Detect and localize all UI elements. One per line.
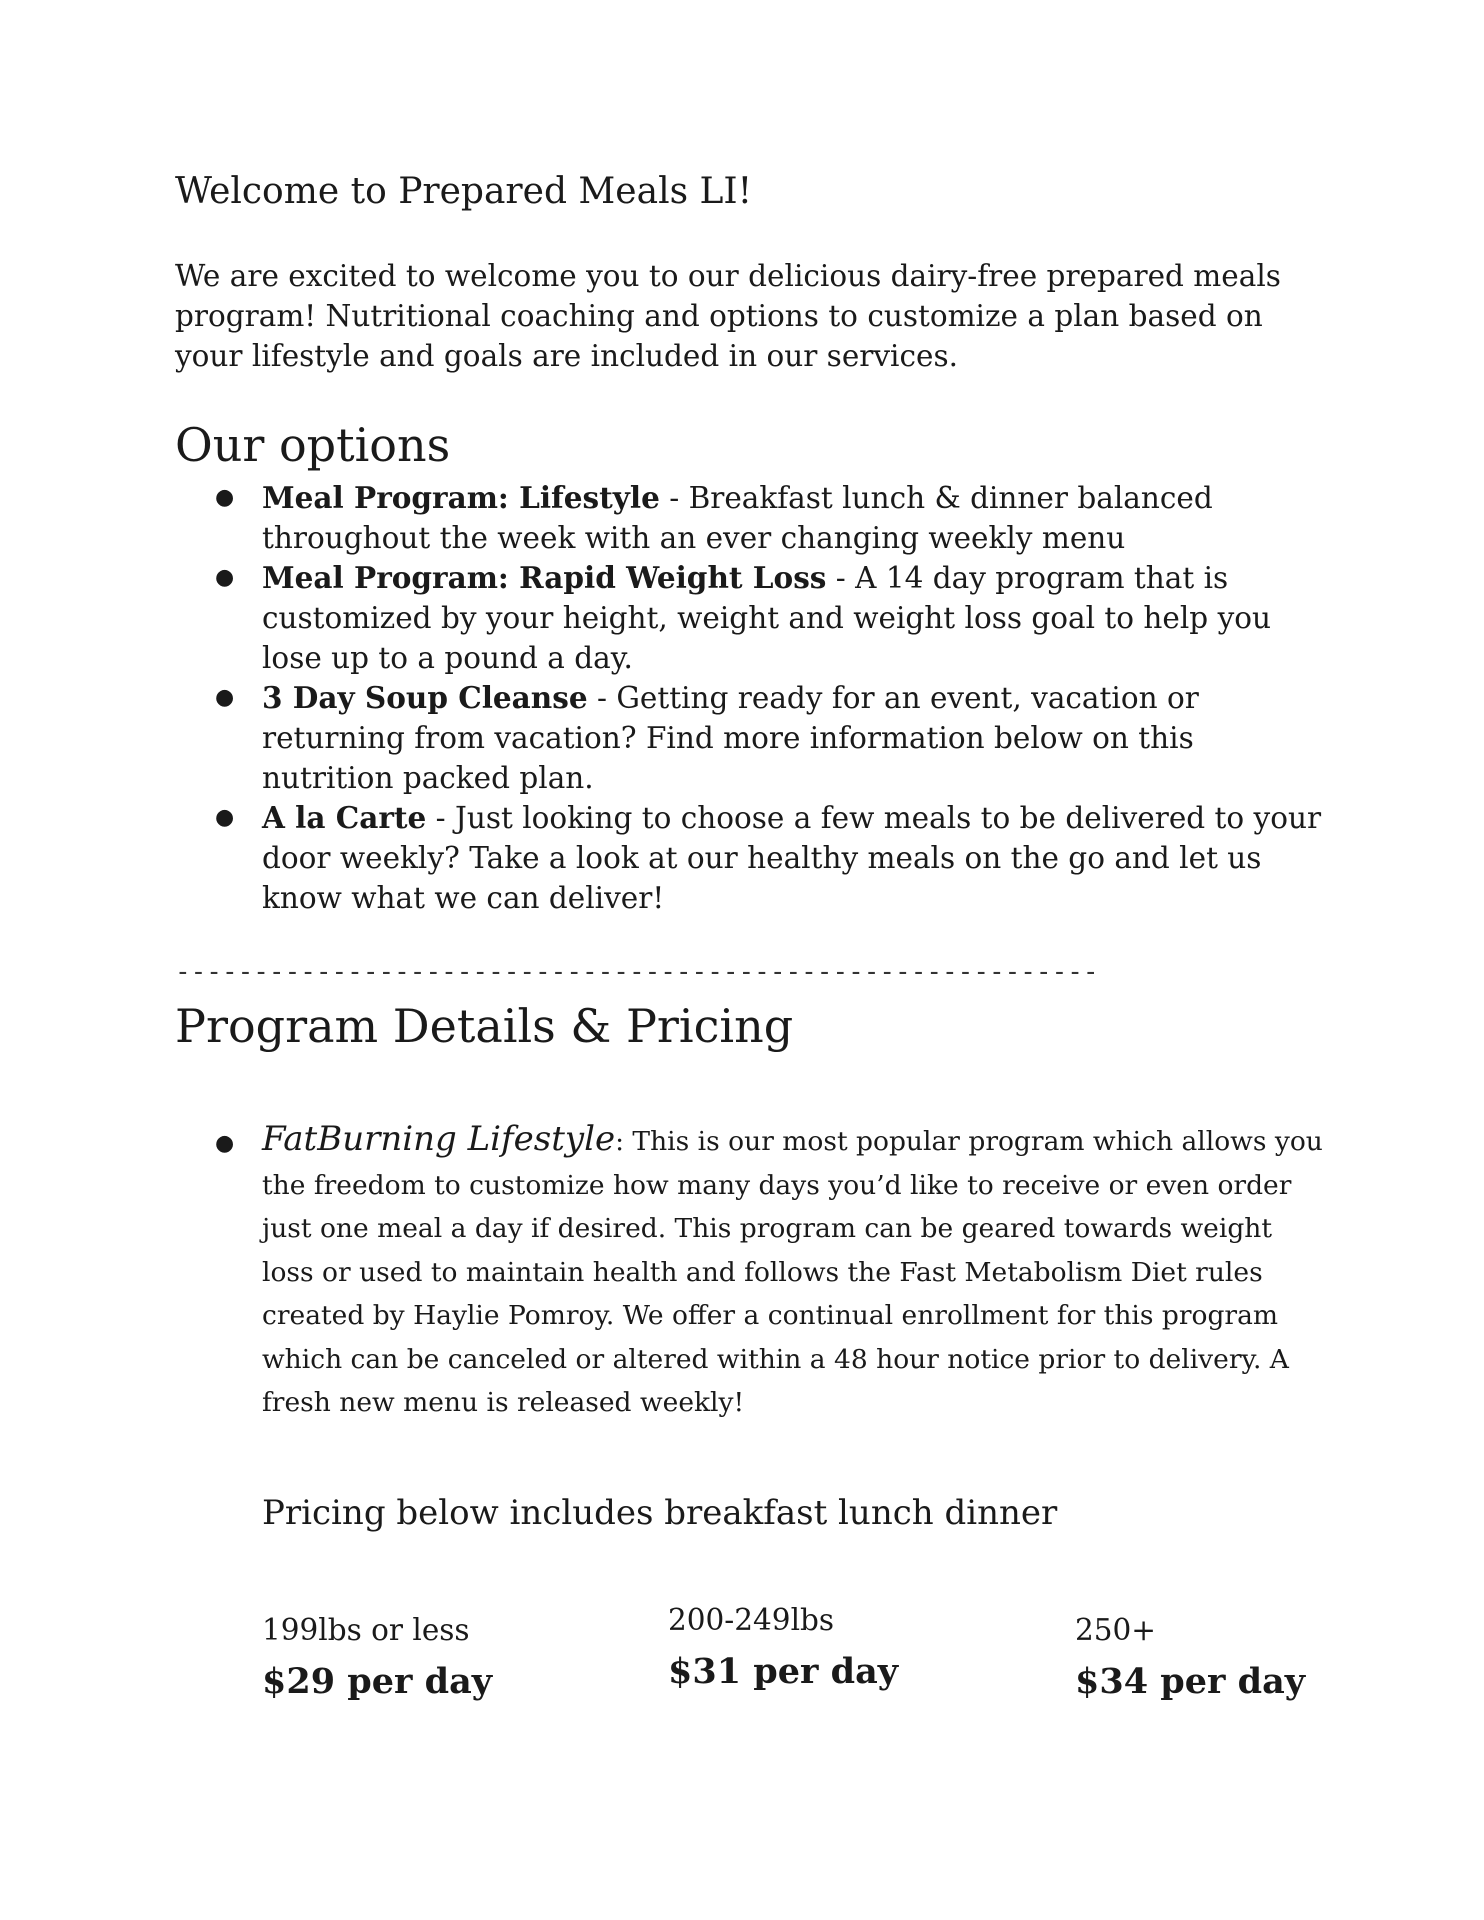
option-description: - A 14 day program that is customized by your height, weight and weight loss goal to help you lose up to a pound a day. (262, 561, 1271, 675)
bullet-icon: ● (215, 1131, 235, 1156)
price-per-day: $29 per day (262, 1661, 493, 1702)
list-item (175, 798, 1325, 918)
option-title: A la Carte (262, 800, 427, 835)
bullet-icon: ● (215, 805, 235, 830)
option-description: - Just looking to choose a few meals to be delivered to your door weekly? Take a look at our healthy meals on the go and let us know what we can deliver! (262, 801, 1322, 915)
program-name: FatBurning Lifestyle (262, 1119, 616, 1159)
dashed-divider: ----------------------------------------------------------- (175, 957, 1099, 987)
intro-paragraph: We are excited to welcome you to our delicious dairy-free prepared meals program! Nutritional coaching and options to customize a plan based on your lifestyle and goals are included in our services. (175, 259, 1281, 373)
bullet-icon: ● (215, 685, 235, 710)
bullet-icon: ● (215, 485, 235, 510)
list-item (175, 678, 1325, 798)
program-item (175, 1118, 1325, 1425)
pricing-note: Pricing below includes breakfast lunch dinner (262, 1493, 1058, 1533)
price-per-day: $31 per day (668, 1651, 899, 1692)
price-tier-3 (1075, 1610, 1305, 1706)
price-per-day: $34 per day (1075, 1661, 1306, 1702)
options-list (175, 478, 1325, 918)
option-title: Meal Program: Rapid Weight Loss (262, 560, 827, 595)
program-description: : This is our most popular program which allows you the freedom to customize how many days you’d like to receive or even order just one meal a day if desired. This program can be geared towards weight loss or used to maintain health and follows the Fast Metabolism Diet rules created by Haylie Pomroy. We offer a continual enrollment for this program which can be canceled or altered within a 48 hour notice prior to delivery. A fresh new menu is released weekly! (262, 1126, 1323, 1418)
bullet-icon: ● (215, 565, 235, 590)
welcome-heading: Welcome to Prepared Meals LI! (175, 171, 753, 212)
weight-range: 250+ (1075, 1613, 1157, 1647)
option-title: 3 Day Soup Cleanse (262, 680, 588, 715)
weight-range: 200-249lbs (668, 1603, 835, 1637)
price-tier-2 (668, 1600, 898, 1696)
option-title: Meal Program: Lifestyle (262, 480, 660, 515)
list-item (175, 478, 1325, 558)
our-options-heading: Our options (175, 418, 451, 472)
program-details-heading: Program Details & Pricing (175, 999, 794, 1053)
option-description: - Breakfast lunch & dinner balanced throughout the week with an ever changing weekly menu (262, 481, 1213, 555)
weight-range: 199lbs or less (262, 1613, 470, 1647)
price-tier-1 (262, 1610, 492, 1706)
option-description: - Getting ready for an event, vacation or returning from vacation? Find more information below on this nutrition packed plan. (262, 681, 1199, 795)
list-item (175, 558, 1325, 678)
